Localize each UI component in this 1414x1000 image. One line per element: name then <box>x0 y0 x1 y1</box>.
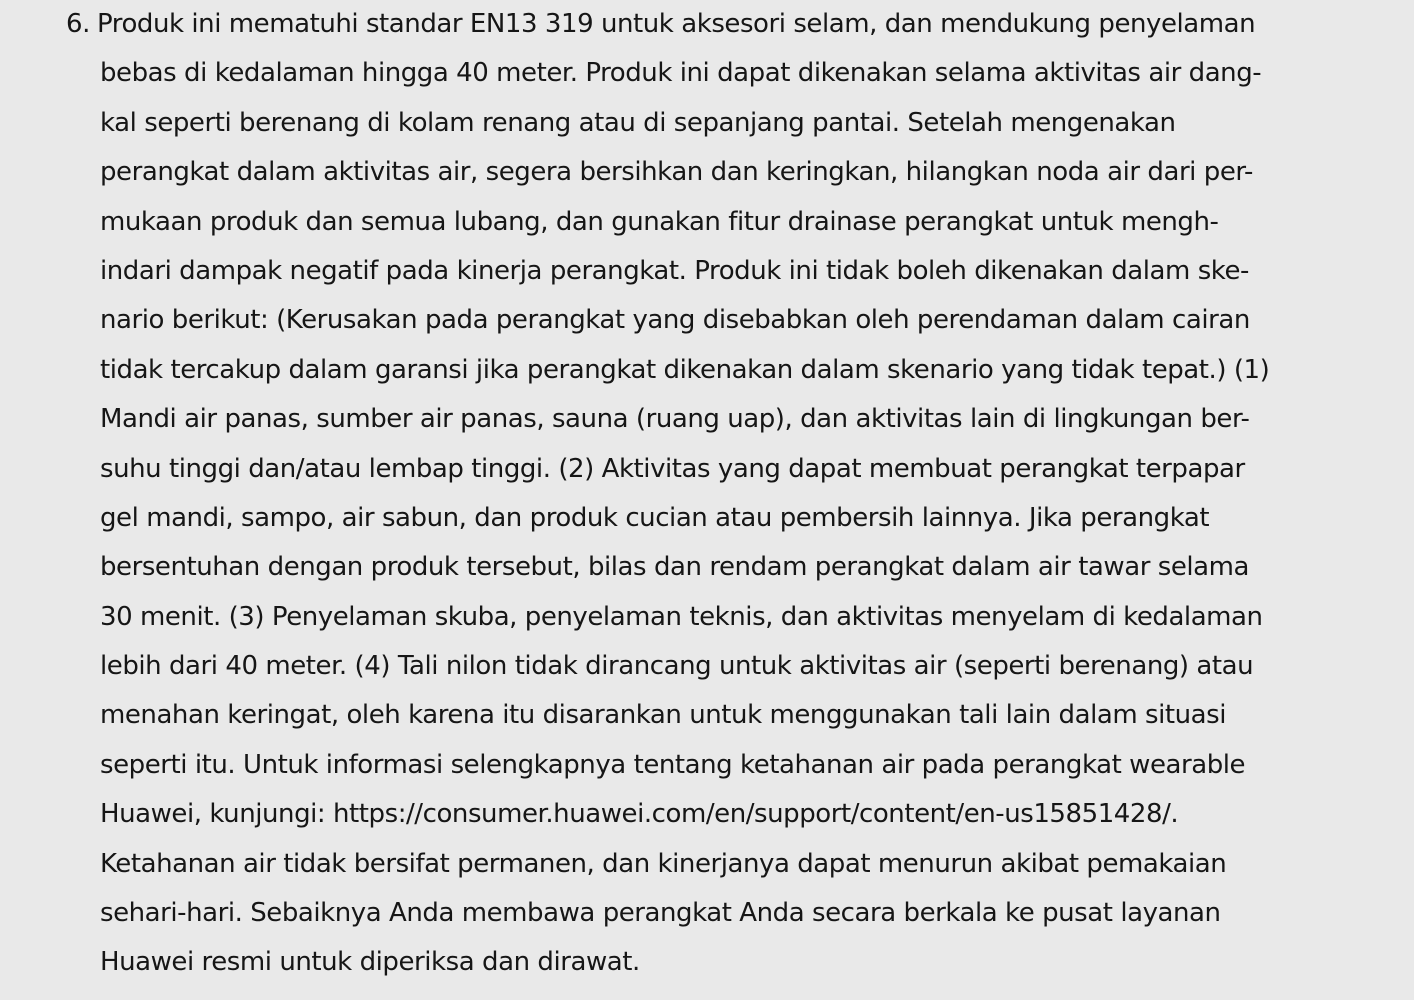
list-item-number: 6. <box>66 9 91 39</box>
text-line: perangkat dalam aktivitas air, segera bersihkan dan keringkan, hilangkan noda air dari per- <box>100 157 1253 188</box>
text-line: suhu tinggi dan/atau lembap tinggi. (2) Aktivitas yang dapat membuat perangkat terpapar <box>100 453 1245 484</box>
text-line: gel mandi, sampo, air sabun, dan produk cucian atau pembersih lainnya. Jika perangkat <box>100 502 1210 533</box>
text-line: kal seperti berenang di kolam renang atau di sepanjang pantai. Setelah mengenakan <box>100 107 1176 138</box>
text-line: bebas di kedalaman hingga 40 meter. Produk ini dapat dikenakan selama aktivitas air dang- <box>100 58 1262 89</box>
text-line: sehari-hari. Sebaiknya Anda membawa perangkat Anda secara berkala ke pusat layanan <box>100 898 1221 929</box>
text-line: nario berikut: (Kerusakan pada perangkat yang disebabkan oleh perendaman dalam cairan <box>100 305 1250 336</box>
text-line: Mandi air panas, sumber air panas, sauna (ruang uap), dan aktivitas lain di lingkungan ber- <box>100 404 1250 435</box>
text-line: Huawei, kunjungi: https://consumer.huawei.com/en/support/content/en-us15851428/. <box>100 799 1179 830</box>
text-line: menahan keringat, oleh karena itu disarankan untuk menggunakan tali lain dalam situasi <box>100 700 1227 731</box>
text-line: indari dampak negatif pada kinerja perangkat. Produk ini tidak boleh dikenakan dalam ske- <box>100 255 1249 286</box>
text-line: Ketahanan air tidak bersifat permanen, dan kinerjanya dapat menurun akibat pemakaian <box>100 848 1227 879</box>
text-line: tidak tercakup dalam garansi jika perangkat dikenakan dalam skenario yang tidak tepat.) (1) <box>100 354 1270 385</box>
text-line: seperti itu. Untuk informasi selengkapnya tentang ketahanan air pada perangkat wearable <box>100 749 1246 780</box>
text-line: lebih dari 40 meter. (4) Tali nilon tidak dirancang untuk aktivitas air (seperti berenang) atau <box>100 651 1254 682</box>
text-line: mukaan produk dan semua lubang, dan gunakan fitur drainase perangkat untuk mengh- <box>100 206 1219 237</box>
text-line: bersentuhan dengan produk tersebut, bilas dan rendam perangkat dalam air tawar selama <box>100 552 1250 583</box>
text-line: Produk ini mematuhi standar EN13 319 untuk aksesori selam, dan mendukung penyelaman <box>97 9 1256 39</box>
text-line: 30 menit. (3) Penyelaman skuba, penyelaman teknis, dan aktivitas menyelam di kedalaman <box>100 601 1263 632</box>
list-item-text <box>0 4 1414 992</box>
text-line: Huawei resmi untuk diperiksa dan dirawat. <box>100 947 640 978</box>
